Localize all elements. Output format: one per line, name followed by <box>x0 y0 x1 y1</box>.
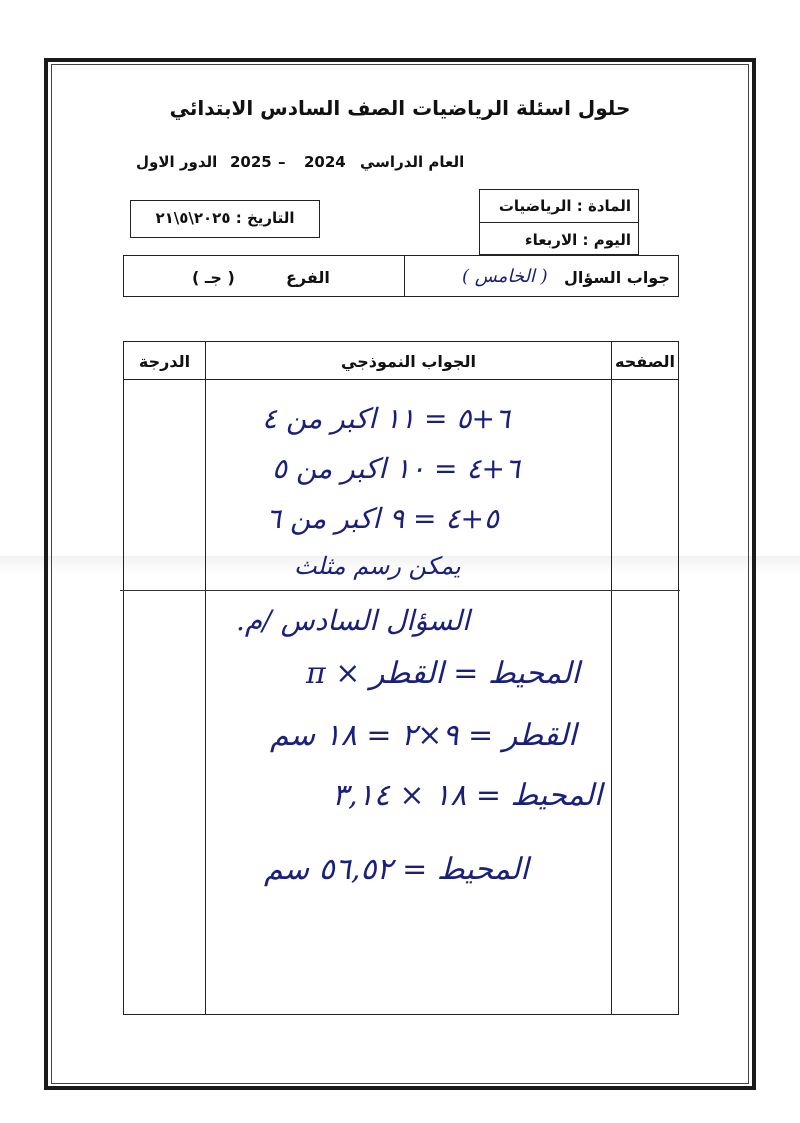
answer-line: المحيط = ١٨ × ٣,١٤ <box>332 778 603 813</box>
answer-line: ٦+٥ = ١١ اكبر من ٤ <box>262 402 510 435</box>
section-divider-line <box>120 590 680 591</box>
column-header-grade: الدرجة <box>138 352 191 371</box>
exam-round: الدور الاول <box>136 153 218 171</box>
answer-line: المحيط = القطر × π <box>306 656 580 691</box>
year-start: 2024 <box>304 153 346 171</box>
date-field: التاريخ : ٢٠٢٥\٥\٢١ <box>155 209 295 227</box>
day-field: اليوم : الاربعاء <box>524 231 631 249</box>
answer-line: يمكن رسم مثلث <box>294 552 461 580</box>
question-value: ( الخامس ) <box>462 266 548 287</box>
answer-line: السؤال السادس /م. <box>236 604 470 637</box>
answer-line: ٦+٤ = ١٠ اكبر من ٥ <box>272 452 520 485</box>
branch-value: ( جـ ) <box>192 268 235 287</box>
answer-line: القطر = ٩×٢ = ١٨ سم <box>270 718 577 753</box>
column-header-page: الصفحه <box>614 352 675 371</box>
branch-label: الفرع <box>286 268 330 287</box>
question-label: جواب السؤال <box>564 268 670 287</box>
year-label: العام الدراسي <box>360 153 465 171</box>
year-end: 2025 <box>230 153 272 171</box>
table-header-line <box>123 379 679 380</box>
answer-line: المحيط = ٥٦,٥٢ سم <box>264 852 529 887</box>
year-dash: – <box>278 153 286 171</box>
subject-day-divider <box>479 222 639 223</box>
column-header-answer: الجواب النموذجي <box>341 352 476 371</box>
subject-field: المادة : الرياضيات <box>498 197 631 215</box>
page-title: حلول اسئلة الرياضيات الصف السادس الابتدائي <box>169 96 631 120</box>
grade-column-line <box>205 341 206 1015</box>
question-branch-divider <box>404 255 405 297</box>
page-column-line <box>611 341 612 1015</box>
answer-line: ٥+٤ = ٩ اكبر من ٦ <box>266 502 499 535</box>
